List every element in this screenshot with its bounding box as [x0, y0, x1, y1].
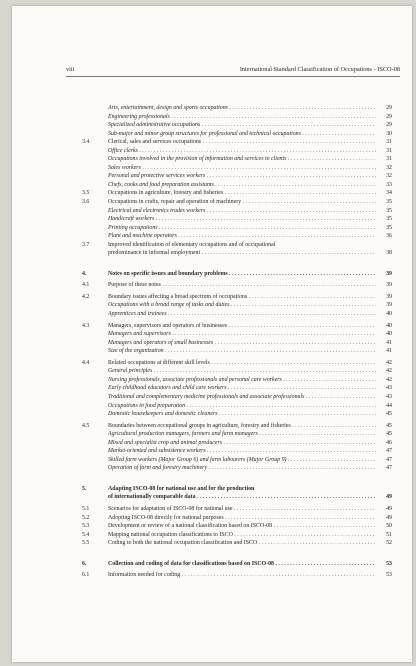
- toc-entry-title: Size of the organization . . .: [108, 347, 376, 356]
- toc-entry-title: Personal and protective services workers . . .: [108, 172, 376, 181]
- toc-entry-title: General principles . . .: [108, 367, 376, 376]
- toc-entry-title: Clerical, sales and services occupations . . .: [108, 138, 376, 147]
- toc-entry: [82, 215, 392, 224]
- toc-entry-page: 35: [386, 216, 392, 223]
- toc-entry: [82, 447, 392, 456]
- running-title: International Standard Classification of Occupations - ISCO-08: [239, 66, 400, 73]
- toc-entry-title: of internationally comparable data . . .: [108, 493, 376, 502]
- toc-entry-title: Electrical and electronics trades workers . . .: [108, 207, 376, 216]
- toc-entry-page: 40: [386, 311, 392, 318]
- toc-entry-title: Nursing professionals, associate professionals and personal care workers . . .: [108, 376, 376, 385]
- toc-entry-title: Related occupations at different skill levels . . .: [108, 359, 376, 368]
- toc-entry-title: Occupations in agriculture, forestry and fisheries . . .: [108, 189, 376, 198]
- toc-entry-page: 52: [386, 540, 392, 547]
- toc-entry: [82, 232, 392, 241]
- toc-entry-title: Traditional and complementary medicine professionals and associate professionals . . .: [108, 393, 376, 402]
- toc-entry-page: 40: [386, 322, 392, 329]
- toc-entry: [82, 138, 392, 147]
- toc-entry-page: 47: [386, 456, 392, 463]
- toc-entry: [82, 347, 392, 356]
- toc-entry-page: 53: [386, 560, 392, 567]
- toc-entry: [82, 522, 392, 531]
- toc-entry-title: Sub-major and minor group structures for professional and technical occupations . . .: [108, 130, 376, 139]
- toc-entry: [82, 224, 392, 233]
- toc-entry-title: Domestic housekeepers and domestic cleaners . . .: [108, 410, 376, 419]
- toc-entry-title: Occupations in crafts, repair and operation of machinery . . .: [108, 198, 376, 207]
- toc-entry-page: 49: [386, 514, 392, 521]
- toc-entry: [82, 172, 392, 181]
- toc-entry: [82, 113, 392, 122]
- toc-entry-title: Scenarios for adaptation of ISCO-08 for national use . . .: [108, 505, 376, 514]
- toc-entry-title: Arts, entertainment, design and sports occupations . . .: [108, 104, 376, 113]
- toc-entry-page: 46: [386, 439, 392, 446]
- toc-entry-number: 3.6: [82, 199, 90, 206]
- toc-entry: [82, 147, 392, 156]
- toc-entry-page: 29: [386, 113, 392, 120]
- toc-entry: [82, 339, 392, 348]
- toc-entry: [82, 439, 392, 448]
- toc-entry-title: Coding to both the national occupation classification and ISCO . . .: [108, 539, 376, 548]
- toc-entry-title: Occupations with a broad range of tasks and duties . . .: [108, 301, 376, 310]
- toc-entry: [82, 505, 392, 514]
- toc-entry: [82, 241, 392, 250]
- toc-entry-title: Engineering professionals . . .: [108, 113, 376, 122]
- toc-entry: [82, 164, 392, 173]
- toc-entry-number: 3.5: [82, 190, 90, 197]
- document-page: [12, 6, 412, 662]
- toc-entry: [82, 402, 392, 411]
- toc-entry-title: Collection and coding of data for classifications based on ISCO-08 . . .: [108, 560, 376, 569]
- toc-entry: [82, 301, 392, 310]
- toc-entry: [82, 330, 392, 339]
- toc-entry-title: Adapting ISCO-08 for national use and for the production: [108, 485, 255, 492]
- toc-entry: [82, 207, 392, 216]
- toc-entry-page: 31: [386, 139, 392, 146]
- toc-entry-page: 45: [386, 422, 392, 429]
- toc-entry-page: 41: [386, 339, 392, 346]
- toc-entry: [82, 493, 392, 502]
- toc-entry-page: 42: [386, 368, 392, 375]
- toc-entry: [82, 456, 392, 465]
- toc-entry-page: 45: [386, 431, 392, 438]
- toc-entry: [82, 181, 392, 190]
- toc-entry-title: Notes on specific issues and boundary problems . . .: [108, 270, 376, 279]
- toc-entry-title: Plant and machine operators . . .: [108, 232, 376, 241]
- toc-entry-page: 39: [386, 282, 392, 289]
- toc-entry-number: 4.5: [82, 422, 90, 429]
- toc-entry-page: 49: [386, 494, 392, 501]
- toc-entry-page: 32: [386, 164, 392, 171]
- toc-entry-title: Chefs, cooks and food preparation assistants . . .: [108, 181, 376, 190]
- toc-entry: [82, 514, 392, 523]
- toc-entry-title: Mapping national occupation classifications to ISCO . . .: [108, 531, 376, 540]
- toc-entry: [82, 464, 392, 473]
- toc-entry: [82, 293, 392, 302]
- toc-entry: [82, 130, 392, 139]
- toc-entry-title: Adopting ISCO-08 directly for national purposes . . .: [108, 514, 376, 523]
- toc-entry-page: 47: [386, 465, 392, 472]
- toc-entry: [82, 376, 392, 385]
- toc-entry-title: Early childhood educators and child care workers . . .: [108, 384, 376, 393]
- toc-entry: [82, 121, 392, 130]
- toc-entry-page: 42: [386, 359, 392, 366]
- toc-entry-title: predominance in informal employment . . .: [108, 249, 376, 258]
- toc-entry-page: 31: [386, 147, 392, 154]
- toc-entry-number: 4.2: [82, 293, 90, 300]
- page-number: viii: [66, 66, 75, 73]
- toc-entry-page: 35: [386, 199, 392, 206]
- toc-entry-page: 50: [386, 523, 392, 530]
- toc-entry-number: 5.5: [82, 540, 90, 547]
- toc-entry-title: Office clerks . . .: [108, 147, 376, 156]
- toc-entry-title: Mixed and specialist crop and animal producers . . .: [108, 439, 376, 448]
- toc-entry-title: Information needed for coding . . .: [108, 571, 376, 580]
- toc-entry-number: 6.: [82, 560, 87, 567]
- toc-entry-title: Handicraft workers . . .: [108, 215, 376, 224]
- toc-entry-page: 39: [386, 293, 392, 300]
- toc-entry-page: 29: [386, 122, 392, 129]
- toc-entry: [82, 410, 392, 419]
- toc-entry-title: Apprentices and trainees . . .: [108, 310, 376, 319]
- toc-entry-title: Market-oriented and subsistence workers . . .: [108, 447, 376, 456]
- toc-entry-number: 5.3: [82, 523, 90, 530]
- toc-entry-number: 5.2: [82, 514, 90, 521]
- toc-entry: [82, 485, 392, 494]
- toc-entry-page: 29: [386, 105, 392, 111]
- toc-entry-page: 36: [386, 233, 392, 240]
- toc-entry-page: 40: [386, 331, 392, 338]
- toc-entry-page: 35: [386, 224, 392, 231]
- toc-entry-title: Operation of farm and forestry machinery . . .: [108, 464, 376, 473]
- toc-entry-title: Specialized administrative occupations . . .: [108, 121, 376, 130]
- toc-entry-title: Skilled farm workers (Major Group 6) and farm labourers (Major Group 9) . . .: [108, 456, 376, 465]
- running-header: [66, 66, 400, 77]
- toc-entry-page: 42: [386, 376, 392, 383]
- toc-entry-title: Occupations involved in the provision of information and services to clients . . .: [108, 155, 376, 164]
- toc-entry: [82, 560, 392, 569]
- toc-entry-page: 39: [386, 270, 392, 277]
- toc-entry: [82, 270, 392, 279]
- toc-entry-number: 5.4: [82, 531, 90, 538]
- toc-entry-number: 6.1: [82, 572, 90, 579]
- toc-entry-page: 45: [386, 411, 392, 418]
- toc-entry-page: 43: [386, 393, 392, 400]
- toc-entry-title: Improved identification of elementary occupations and of occupational: [108, 241, 276, 248]
- toc-entry-title: Managers and supervisors . . .: [108, 330, 376, 339]
- toc-entry-title: Agricultural production managers, farmers and farm managers . . .: [108, 430, 376, 439]
- toc-entry-page: 41: [386, 348, 392, 355]
- toc-entry-page: 44: [386, 402, 392, 409]
- toc-entry-number: 4.3: [82, 322, 90, 329]
- toc-entry-title: Printing occupations . . .: [108, 224, 376, 233]
- toc-entry-title: Occupations in food preparation . . .: [108, 402, 376, 411]
- toc-entry-number: 5.1: [82, 505, 90, 512]
- toc-entry: [82, 104, 392, 113]
- toc-entry-page: 53: [386, 572, 392, 579]
- toc-entry-number: 4.4: [82, 359, 90, 366]
- toc-entry-page: 39: [386, 302, 392, 309]
- toc-entry: [82, 393, 392, 402]
- toc-entry: [82, 198, 392, 207]
- toc-entry-page: 30: [386, 130, 392, 137]
- toc-entry-page: 31: [386, 156, 392, 163]
- toc-entry: [82, 539, 392, 548]
- toc-entry-number: 4.: [82, 270, 87, 277]
- toc-entry: [82, 281, 392, 290]
- toc-entry: [82, 189, 392, 198]
- toc-entry: [82, 310, 392, 319]
- toc-entry-title: Managers and operators of small businesses . . .: [108, 339, 376, 348]
- toc-entry-number: 5.: [82, 485, 87, 492]
- toc-entry-page: 32: [386, 173, 392, 180]
- toc-entry: [82, 367, 392, 376]
- toc-entry-title: Boundaries between occupational groups in agriculture, forestry and fisheries . . .: [108, 422, 376, 431]
- toc-entry: [82, 571, 392, 580]
- toc-entry-page: 33: [386, 181, 392, 188]
- toc-entry-page: 47: [386, 448, 392, 455]
- toc-entry-page: 34: [386, 190, 392, 197]
- table-of-contents: [82, 104, 392, 580]
- toc-entry-title: Purpose of these notes . . .: [108, 281, 376, 290]
- toc-entry-title: Managers, supervisors and operators of businesses . . .: [108, 322, 376, 331]
- toc-entry-page: 49: [386, 505, 392, 512]
- toc-entry-page: 38: [386, 250, 392, 257]
- toc-entry: [82, 359, 392, 368]
- toc-entry-title: Development or review of a national classification based on ISCO-08 . . .: [108, 522, 376, 531]
- toc-entry: [82, 422, 392, 431]
- toc-entry: [82, 249, 392, 258]
- toc-entry-page: 35: [386, 207, 392, 214]
- toc-entry: [82, 430, 392, 439]
- toc-entry: [82, 531, 392, 540]
- toc-entry-page: 51: [386, 531, 392, 538]
- toc-entry: [82, 322, 392, 331]
- toc-entry-number: 3.4: [82, 139, 90, 146]
- toc-entry-number: 3.7: [82, 241, 90, 248]
- toc-entry-page: 43: [386, 385, 392, 392]
- toc-entry: [82, 384, 392, 393]
- toc-entry-number: 4.1: [82, 282, 90, 289]
- toc-entry-title: Sales workers . . .: [108, 164, 376, 173]
- toc-entry: [82, 155, 392, 164]
- toc-entry-title: Boundary issues affecting a broad spectrum of occupations . . .: [108, 293, 376, 302]
